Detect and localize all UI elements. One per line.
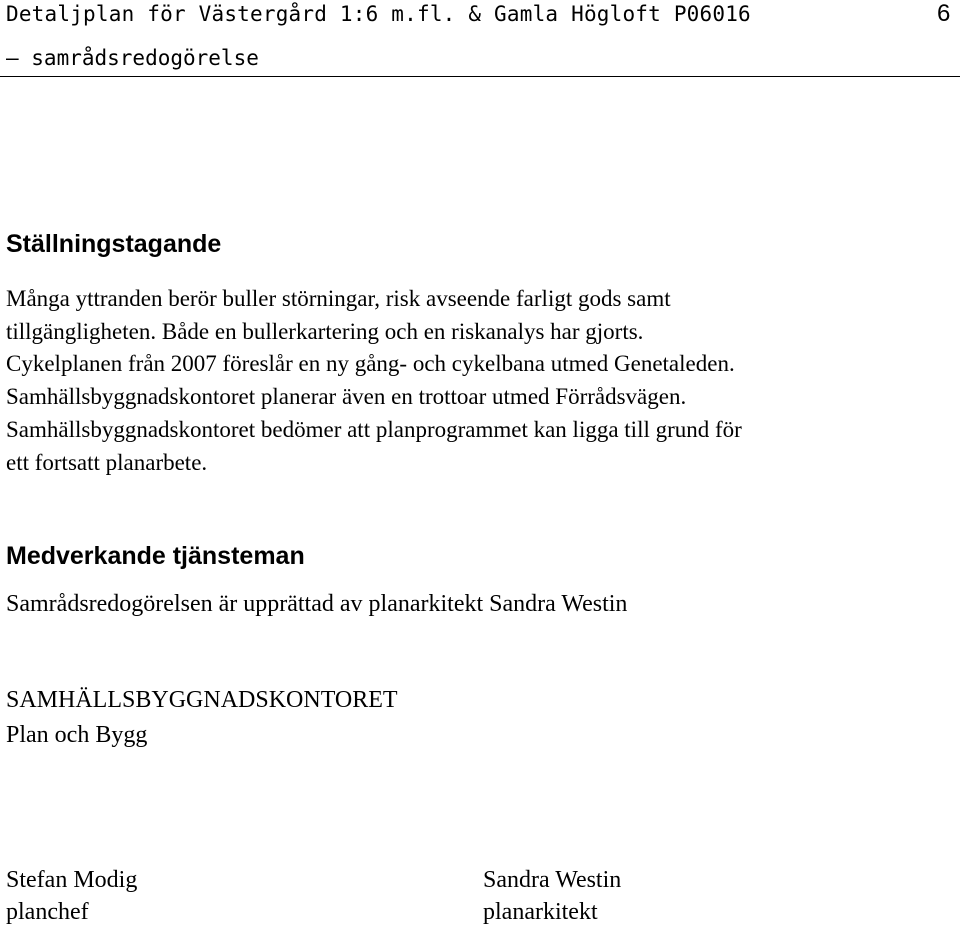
paragraph-stallningstagande <box>6 283 956 479</box>
signature-name: Sandra Westin <box>483 867 622 893</box>
signature-title: planarkitekt <box>483 899 598 925</box>
page-number: 6 <box>937 0 951 27</box>
heading-medverkande: Medverkande tjänsteman <box>6 542 305 570</box>
paragraph-line: Cykelplanen från 2007 föreslår en ny gång- och cykelbana utmed Genetaleden. <box>6 351 735 377</box>
paragraph-line: tillgängligheten. Både en bullerkartering och en riskanalys har gjorts. <box>6 318 644 344</box>
office-unit: Plan och Bygg <box>6 722 148 748</box>
document-subtitle: – samrådsredogörelse <box>6 46 259 70</box>
paragraph-line: Samhällsbyggnadskontoret bedömer att planprogrammet kan ligga till grund för <box>6 416 742 442</box>
medverkande-text: Samrådsredogörelsen är upprättad av planarkitekt Sandra Westin <box>6 591 628 617</box>
signature-name: Stefan Modig <box>6 867 138 893</box>
paragraph-line: ett fortsatt planarbete. <box>6 449 208 475</box>
document-title: Detaljplan för Västergård 1:6 m.fl. & Gamla Högloft P06016 <box>6 2 751 26</box>
paragraph-line: Många yttranden berör buller störningar, risk avseende farligt gods samt <box>6 286 671 311</box>
heading-stallningstagande: Ställningstagande <box>6 230 222 258</box>
office-name: SAMHÄLLSBYGGNADSKONTORET <box>6 687 398 713</box>
header-divider <box>0 76 960 77</box>
signature-title: planchef <box>6 899 89 925</box>
paragraph-line: Samhällsbyggnadskontoret planerar även en trottoar utmed Förrådsvägen. <box>6 384 687 410</box>
